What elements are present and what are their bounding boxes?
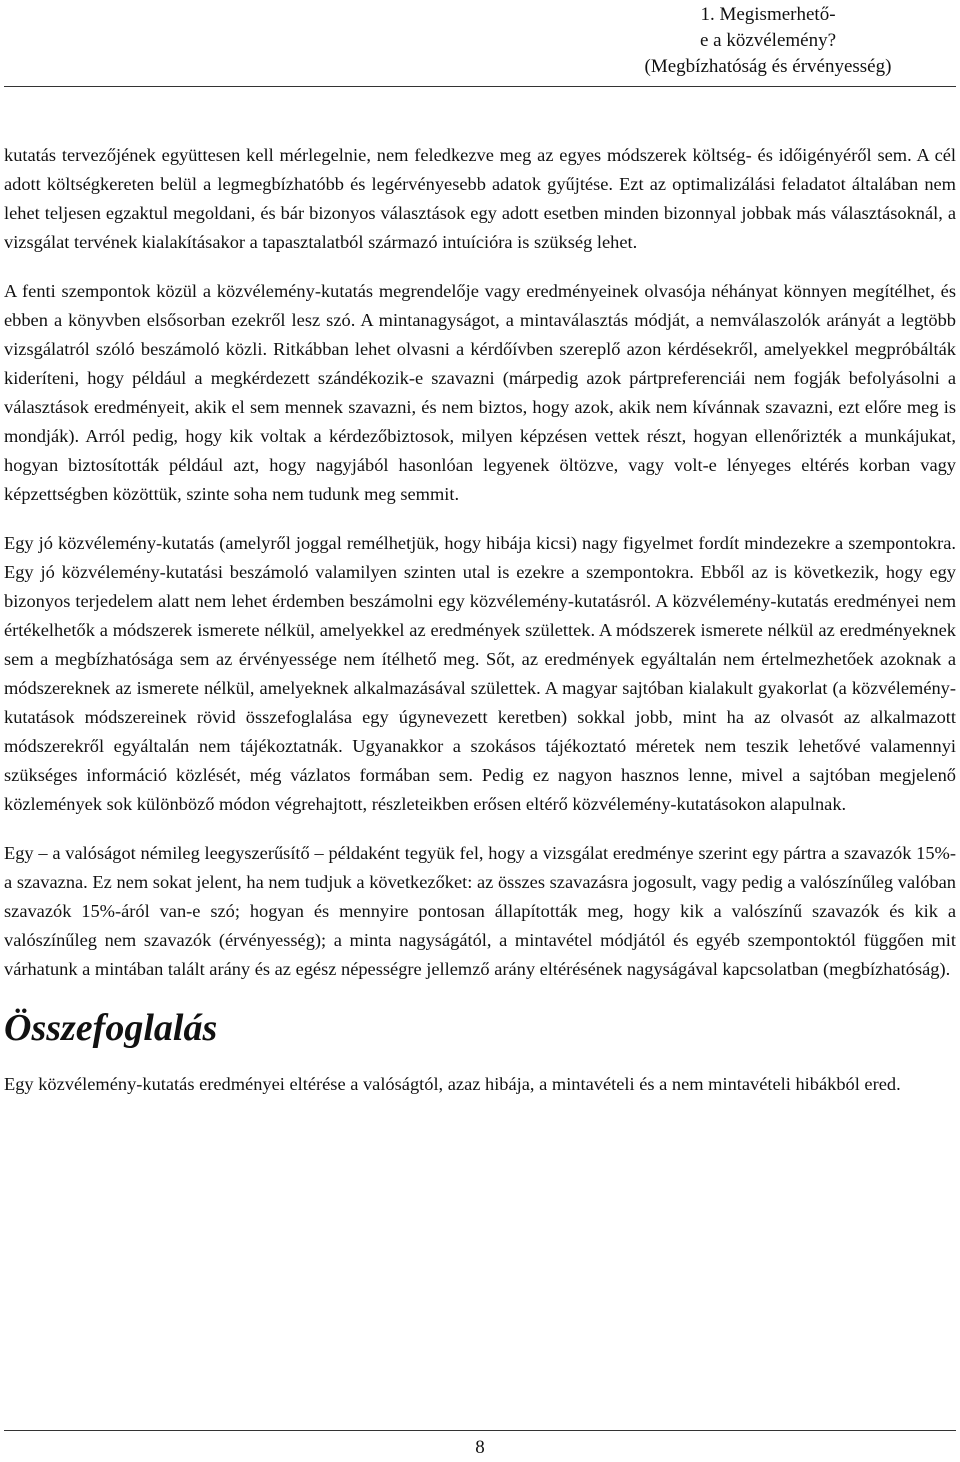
paragraph-1-part-2: Ezt az optimalizálási feladatot általában nem lehet teljesen egzaktul megoldani, és bár bizonyos választások egy adott esetben minden bizonnyal jobbak más választásoknál, a vizsgálat tervének kialakításakor a tapasztalatból származó intuícióra is szükség lehet. <box>4 174 956 252</box>
running-header-line-3: (Megbízhatóság és érvényesség) <box>644 56 892 77</box>
paragraph-2 <box>4 277 956 509</box>
paragraph-2-part-1: A fenti szempontok közül a közvélemény-kutatás megrendelője vagy eredményeinek olvasója néhányat könnyen megítélhet, és ebben a könyvben elsősorban ezekről lesz szó. <box>4 281 956 330</box>
paragraph-2-part-2: A mintanagyságot, a mintaválasztás módját, a nemválaszolók arányát a legtöbb vizsgálatról szóló beszámoló közli. Ritkábban lehet olvasni a kérdőívben szereplő azon kérdésekről, amelyekkel megpróbálták kideríteni, hogy például a megkérdezett szándékozik-e szavazni (márpedig azok pártpreferenciái nem fogják befolyásolni a választások eredményeit, akik el sem mennek szavazni, és nem biztos, hogy azok, akik nem kívánnak szavazni, ezt előre meg is mondják). Arról pedig, hogy kik voltak a kérdezőbiztosok, milyen képzésen vettek részt, hogyan ellenőrizték a munkájukat, hogyan biztosították például azt, hogy nagyjából hasonlóan legyenek öltözve, vagy volt-e lényeges eltérés korban vagy képzettségben közöttük, szinte soha nem tudunk meg semmit. <box>4 310 956 504</box>
summary-paragraph: Egy közvélemény-kutatás eredményei eltérése a valóságtól, azaz hibája, a mintavételi és a nem mintavételi hibákból ered. <box>4 1074 901 1094</box>
footer-divider <box>4 1430 956 1431</box>
running-header <box>588 2 948 80</box>
document-page <box>4 0 956 1462</box>
paragraph-1 <box>4 141 956 257</box>
running-header-line-2: e a közvélemény? <box>699 30 837 51</box>
header-divider <box>4 86 956 87</box>
section-heading: Összefoglalás <box>4 1007 218 1049</box>
paragraph-3 <box>4 529 956 819</box>
paragraph-4-text: Egy – a valóságot némileg leegyszerűsítő – példaként tegyük fel, hogy a vizsgálat eredménye szerint egy pártra a szavazók 15%-a szavazna. Ez nem sokat jelent, ha nem tudjuk a következőket: az összes szavazásra jogosult, vagy pedig a valószínűleg valóban szavazók 15%-áról van-e szó; hogyan és mennyire pontosan állapították meg, hogy kik a valószínű szavazók és kik a valószínűleg nem szavazók (érvényesség); a minta nagyságától, a mintavétel módjától és egyéb szempontoktól függően mit várhatunk a mintában talált arány és az egész népességre jellemző arány eltérésének nagyságával kapcsolatban (megbízhatóság). <box>4 843 956 979</box>
paragraph-4 <box>4 839 956 984</box>
page-number: 8 <box>475 1437 485 1458</box>
paragraph-1-part-1: kutatás tervezőjének együttesen kell mérlegelnie, nem feledkezve meg az egyes módszerek költség- és időigényéről sem. A cél adott költségkereten belül a legmegbízhatóbb és legérvényesebb adatok gyűjtése. <box>4 145 956 194</box>
body-text <box>4 141 956 1119</box>
paragraph-3-text: Egy jó közvélemény-kutatás (amelyről joggal remélhetjük, hogy hibája kicsi) nagy figyelmet fordít mindezekre a szempontokra. Egy jó közvélemény-kutatási beszámoló valamilyen szinten utal is ezekre a szempontokra. Ebből az is következik, hogy egy bizonyos terjedelem alatt nem lehet érdemben beszámolni egy közvélemény-kutatásról. A közvélemény-kutatás eredményei nem értékelhetők a módszerek ismerete nélkül, amelyekkel az eredmények születtek. A módszerek ismerete nélkül az eredményeknek sem a megbízhatósága sem az érvényessége nem ítélhető meg. Sőt, az eredmények egyáltalán nem értelmezhetőek azoknak a módszereknek az ismerete nélkül, amelyeknek alkalmazásával születtek. A magyar sajtóban kialakult gyakorlat (a közvélemény-kutatások módszereinek rövid összefoglalása egy úgynevezett keretben) sokkal jobb, mint ha az olvasót az alkalmazott módszerekről egyáltalán nem tájékoztatnák. Ugyanakkor a szokásos tájékoztató méretek nem teszik lehetővé valamennyi szükséges információ közlését, még vázlatos formában sem. Pedig ez nagyon hasznos lenne, mivel a sajtóban megjelenő közlemények sok különböző módon végrehajtott, részleteikben erősen eltérő közvélemény-kutatásokon alapulnak. <box>4 533 956 814</box>
running-header-line-1: 1. Megismerhető- <box>700 4 836 25</box>
